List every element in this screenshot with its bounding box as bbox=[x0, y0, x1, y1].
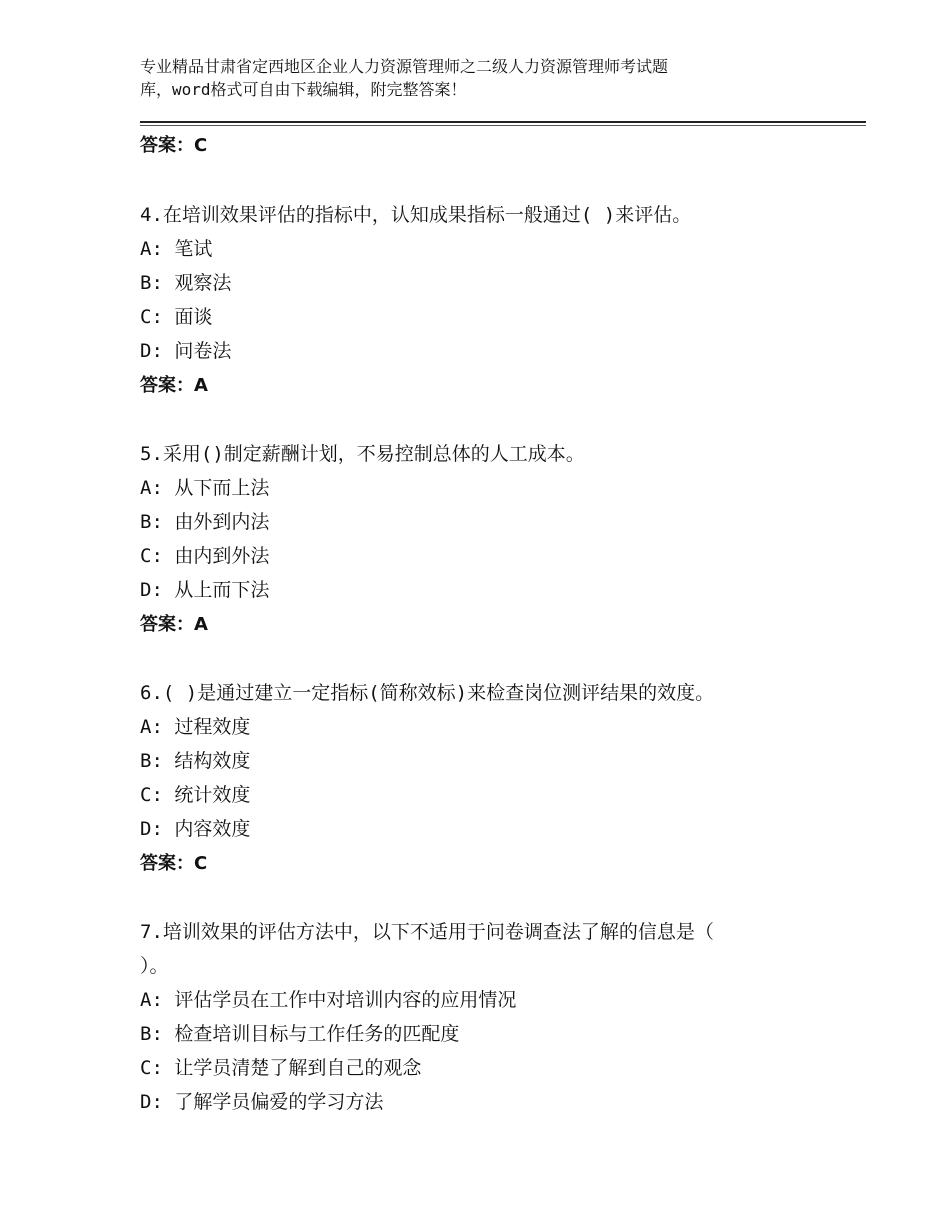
question-7-option-c: C: 让学员清楚了解到自己的观念 bbox=[140, 1057, 422, 1079]
question-5-option-d: D: 从上而下法 bbox=[140, 579, 270, 601]
header-rule-thick bbox=[140, 121, 866, 123]
question-4-option-b: B: 观察法 bbox=[140, 272, 232, 294]
question-6-option-b: B: 结构效度 bbox=[140, 750, 251, 772]
question-4-option-d: D: 问卷法 bbox=[140, 340, 232, 362]
question-7-option-b: B: 检查培训目标与工作任务的匹配度 bbox=[140, 1023, 460, 1045]
question-6-option-c: C: 统计效度 bbox=[140, 784, 251, 806]
question-5-option-c: C: 由内到外法 bbox=[140, 545, 270, 567]
answer-q3: 答案：C bbox=[140, 135, 208, 156]
header-title-line-2: 库，word格式可自由下载编辑，附完整答案！ bbox=[140, 80, 467, 99]
answer-q5: 答案：A bbox=[140, 614, 208, 635]
document-header bbox=[140, 55, 780, 101]
question-6-text: 6.( )是通过建立一定指标(简称效标)来检查岗位测评结果的效度。 bbox=[140, 682, 715, 704]
question-5-text: 5.采用()制定薪酬计划，不易控制总体的人工成本。 bbox=[140, 443, 585, 465]
question-7-text-line-2: ）。 bbox=[140, 955, 169, 977]
header-title-line-1: 专业精品甘肃省定西地区企业人力资源管理师之二级人力资源管理师考试题 bbox=[140, 57, 669, 76]
question-4-option-c: C: 面谈 bbox=[140, 306, 213, 328]
question-6-option-a: A: 过程效度 bbox=[140, 716, 251, 738]
question-5-option-a: A: 从下而上法 bbox=[140, 477, 270, 499]
question-5-option-b: B: 由外到内法 bbox=[140, 511, 270, 533]
question-7-option-d: D: 了解学员偏爱的学习方法 bbox=[140, 1091, 384, 1113]
question-7-text-line-1: 7.培训效果的评估方法中，以下不适用于问卷调查法了解的信息是（ bbox=[140, 921, 714, 943]
question-6-option-d: D: 内容效度 bbox=[140, 818, 251, 840]
question-4-text: 4.在培训效果评估的指标中，认知成果指标一般通过( )来评估。 bbox=[140, 204, 692, 226]
question-4-option-a: A: 笔试 bbox=[140, 238, 213, 260]
header-rule-thin bbox=[140, 125, 866, 126]
answer-q6: 答案：C bbox=[140, 853, 208, 874]
answer-q4: 答案：A bbox=[140, 375, 208, 396]
question-7-option-a: A: 评估学员在工作中对培训内容的应用情况 bbox=[140, 989, 517, 1011]
